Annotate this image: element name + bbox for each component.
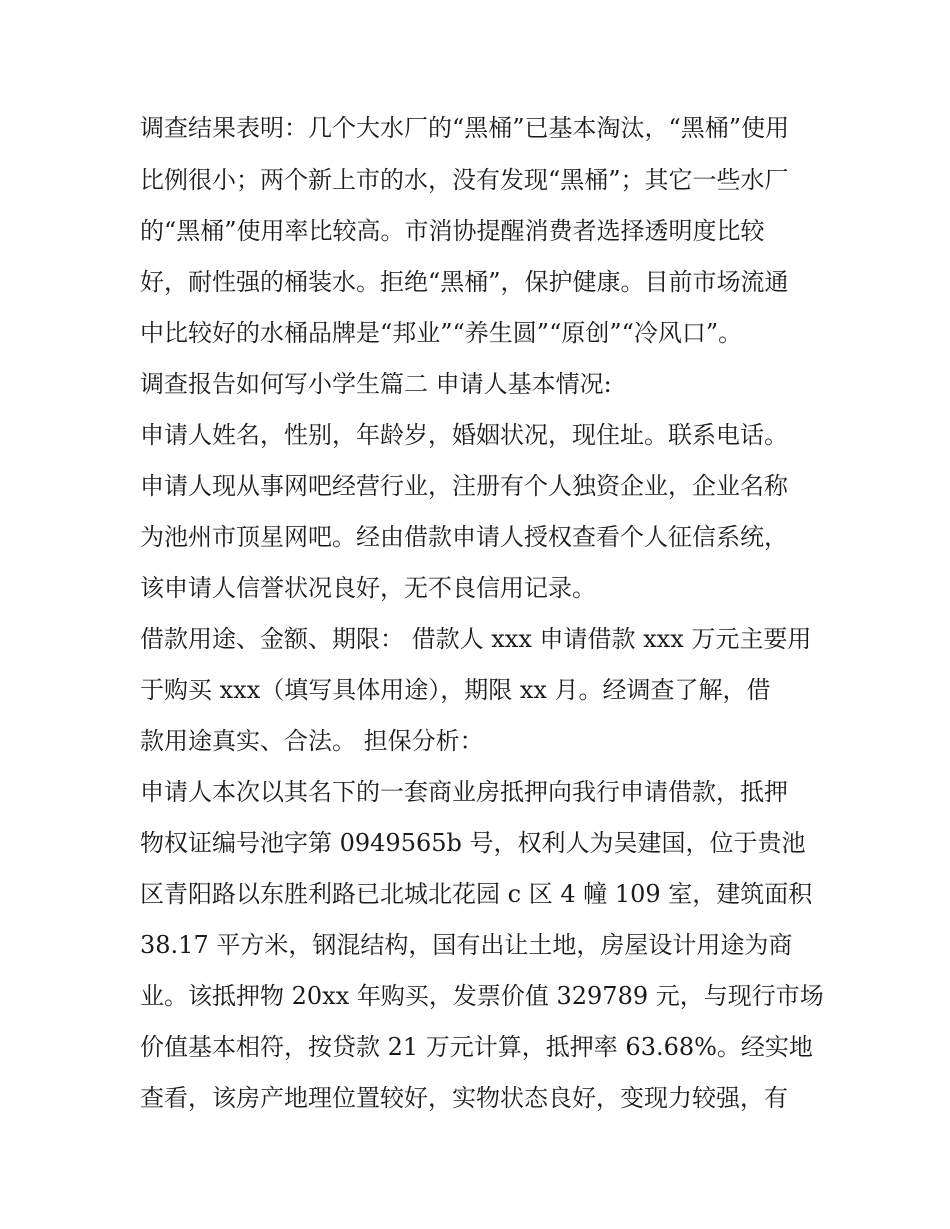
- text-line: 好，耐性强的桶装水。拒绝“黑桶”，保护健康。目前市场流通: [140, 268, 789, 296]
- text-line: 中比较好的水桶品牌是“邦业”“养生圆”“原创”“冷风口”。: [140, 319, 743, 347]
- text-line: 申请人姓名，性别，年龄岁，婚姻状况，现住址。联系电话。: [140, 421, 788, 449]
- text-line: 该申请人信誉状况良好，无不良信用记录。: [140, 574, 596, 602]
- text-line: 借款用途、金额、期限： 借款人 xxx 申请借款 xxx 万元主要用: [140, 625, 812, 653]
- section-heading: 调查报告如何写小学生篇二 申请人基本情况:: [140, 370, 612, 398]
- text-line: 比例很小；两个新上市的水，没有发现“黑桶”；其它一些水厂: [140, 166, 789, 194]
- text-line: 于购买 xxx（填写具体用途），期限 xx 月。经调查了解，借: [140, 676, 771, 704]
- text-line: 的“黑桶”使用率比较高。市消协提醒消费者选择透明度比较: [140, 217, 765, 245]
- text-line: 调查结果表明：几个大水厂的“黑桶”已基本淘汰，“黑桶”使用: [140, 114, 790, 142]
- text-line: 申请人现从事网吧经营行业，注册有个人独资企业，企业名称: [140, 472, 788, 500]
- text-line: 查看，该房产地理位置较好，实物状态良好，变现力较强，有: [140, 1084, 788, 1112]
- text-line: 物权证编号池字第 0949565b 号，权利人为吴建国，位于贵池: [140, 829, 806, 857]
- text-line: 38.17 平方米，钢混结构，国有出让土地，房屋设计用途为商: [140, 931, 793, 959]
- text-line: 区青阳路以东胜利路已北城北花园 c 区 4 幢 109 室，建筑面积: [140, 880, 813, 908]
- text-line: 申请人本次以其名下的一套商业房抵押向我行申请借款，抵押: [140, 778, 788, 806]
- text-line: 业。该抵押物 20xx 年购买，发票价值 329789 元，与现行市场: [140, 982, 824, 1010]
- text-line: 价值基本相符，按贷款 21 万元计算，抵押率 63.68%。经实地: [140, 1033, 813, 1061]
- text-line: 为池州市顶星网吧。经由借款申请人授权查看个人征信系统，: [140, 523, 788, 551]
- text-line: 款用途真实、合法。 担保分析：: [140, 727, 484, 755]
